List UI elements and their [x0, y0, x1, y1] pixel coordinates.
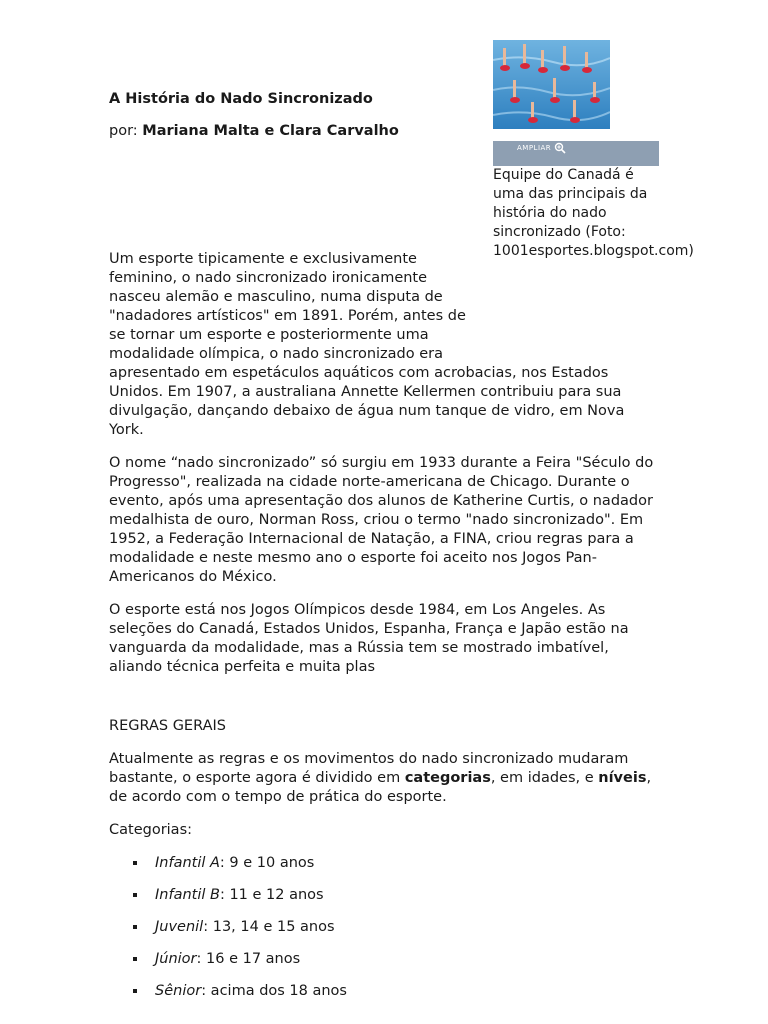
synchronized-swimming-photo[interactable] — [493, 40, 610, 129]
list-item: Infantil B: 11 e 12 anos — [109, 886, 661, 905]
bullet-icon — [133, 861, 137, 865]
byline — [109, 122, 399, 141]
bold-niveis: níveis — [598, 770, 647, 786]
bullet-icon — [133, 957, 137, 961]
paragraph-2: O nome “nado sincronizado” só surgiu em 1933 durante a Feira "Século do Progresso", realizada na cidade norte-americana de Chicago. Durante o evento, após uma apresentação dos alunos de Katherine Curtis, o nadador medalhista de ouro, Norman Ross, criou o termo "nado sincronizado". Em 1952, a Federação Internacional de Natação, a FINA, criou regras para a modalidade e neste mesmo ano o esporte foi aceito nos Jogos Pan-Americanos do México. — [109, 455, 654, 585]
bullet-icon — [133, 893, 137, 897]
categories-label: Categorias: — [109, 822, 193, 838]
list-item: Infantil A: 9 e 10 anos — [109, 854, 661, 873]
byline-prefix: por: — [109, 123, 143, 139]
list-item: Juvenil: 13, 14 e 15 anos — [109, 918, 661, 937]
byline-authors: Mariana Malta e Clara Carvalho — [142, 123, 399, 139]
bullet-icon — [133, 925, 137, 929]
article-body — [109, 250, 661, 1014]
enlarge-label[interactable]: AMPLIAR — [517, 144, 552, 152]
paragraph-1: Um esporte tipicamente e exclusivamente feminino, o nado sincronizado ironicamente nasceu alemão e masculino, numa disputa de "nadadores artísticos" em 1891. Porém, antes de se tornar um esporte e posteriormente uma modalidade olímpica, o nado sincronizado era apresentado em espetáculos aquáticos com acrobacias, nos Estados Unidos. Em 1907, a australiana Annette Kellermen contribuiu para sua divulgação, dançando debaixo de água num tanque de vidro, em Nova York. — [109, 251, 625, 438]
bullet-icon — [133, 989, 137, 993]
list-item: Sênior: acima dos 18 anos — [109, 982, 661, 1001]
zoom-icon[interactable] — [554, 142, 566, 154]
list-item: Júnior: 16 e 17 anos — [109, 950, 661, 969]
bold-categorias: categorias — [404, 770, 491, 786]
paragraph-3: O esporte está nos Jogos Olímpicos desde 1984, em Los Angeles. As seleções do Canadá, Estados Unidos, Espanha, França e Japão estão na vanguarda da modalidade, mas a Rússia tem se mostrado imbatível, aliando técnica perfeita e muita plas — [109, 602, 629, 675]
article-title: A História do Nado Sincronizado — [109, 91, 373, 107]
section-title-regras: REGRAS GERAIS — [109, 718, 226, 734]
categories-list — [109, 854, 661, 1001]
article-figure — [493, 40, 694, 261]
enlarge-bar[interactable] — [493, 141, 659, 166]
rules-intro: Atualmente as regras e os movimentos do nado sincronizado mudaram bastante, o esporte agora é dividido em categorias, em idades, e níveis, de acordo com o tempo de prática do esporte. — [109, 751, 652, 805]
photo-caption: Equipe do Canadá é uma das principais da história do nado sincronizado (Foto: 1001esportes.blogspot.com) — [493, 167, 694, 259]
